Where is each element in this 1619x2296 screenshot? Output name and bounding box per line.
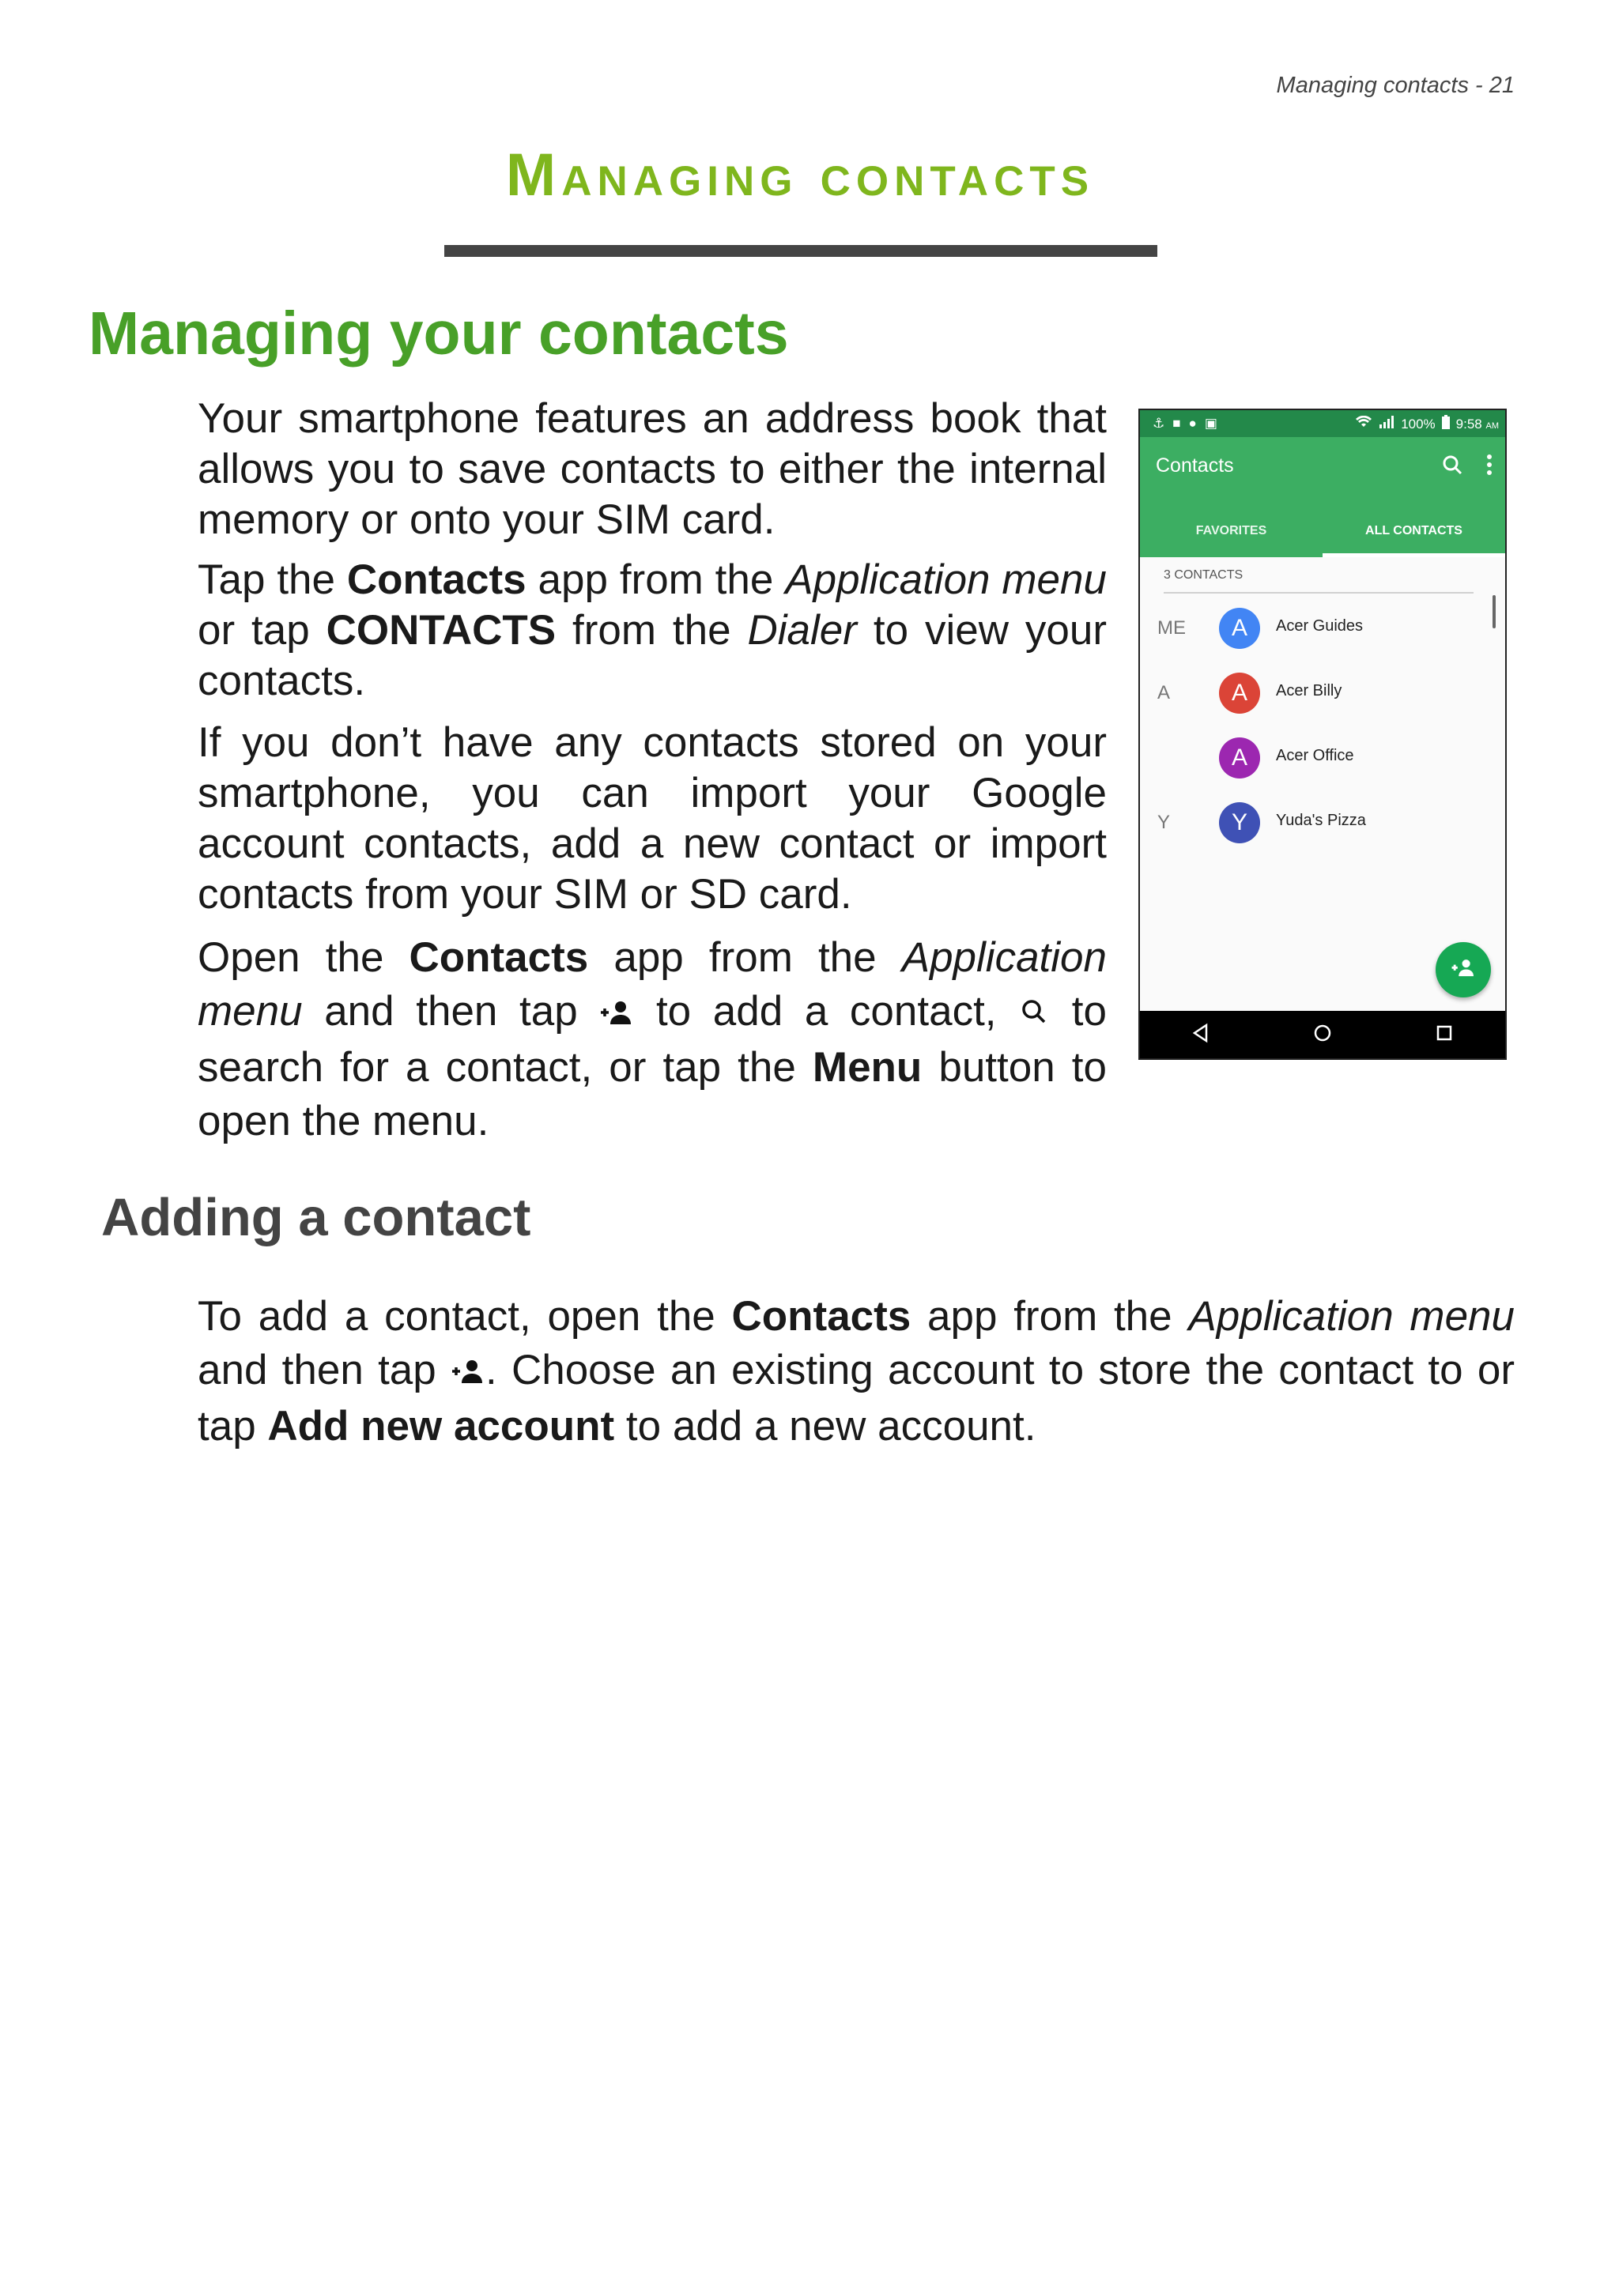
avatar: A — [1219, 608, 1260, 649]
chapter-title: Managing contacts — [505, 141, 1095, 209]
navigation-bar — [1140, 1011, 1505, 1058]
list-item[interactable] — [1140, 660, 1505, 725]
contacts-count: 3 CONTACTS — [1164, 559, 1474, 594]
contacts-app-screenshot — [1138, 409, 1507, 1060]
adding-contact-paragraph: To add a contact, open the Contacts app from the Application menu and then tap . Choose an existing account to store the contact to or tap Add new account to add a new account. — [198, 1293, 1515, 1450]
recents-icon[interactable] — [1434, 1023, 1455, 1047]
back-icon[interactable] — [1191, 1023, 1211, 1047]
wifi-icon — [1355, 416, 1372, 432]
section-title-adding: Adding a contact — [101, 1188, 531, 1247]
section-letter: A — [1157, 682, 1171, 703]
open-contacts-paragraph: Open the Contacts app from the Application menu and then tap to add a contact, to search for a contact, or tap the Menu button to open the menu. — [198, 934, 1107, 1144]
avatar: A — [1219, 737, 1260, 779]
list-item[interactable] — [1140, 790, 1505, 854]
section-letter: Y — [1157, 812, 1171, 833]
app-title: Contacts — [1156, 454, 1234, 477]
list-item[interactable] — [1140, 595, 1505, 660]
section-letter: ME — [1157, 617, 1186, 639]
clock: 9:58 AM — [1455, 416, 1499, 432]
download-icon: ▣ — [1204, 416, 1217, 431]
add-contact-icon — [451, 1346, 485, 1400]
contact-name: Acer Office — [1276, 747, 1354, 764]
search-icon — [1018, 987, 1050, 1041]
app-bar — [1140, 437, 1505, 505]
tab-favorites[interactable]: FAVORITES — [1195, 524, 1267, 537]
contact-name: Acer Billy — [1276, 682, 1342, 699]
battery-icon — [1442, 415, 1450, 433]
add-contact-icon — [1450, 958, 1477, 982]
usb-icon: ⚓ — [1153, 416, 1165, 431]
tab-all-contacts[interactable]: ALL CONTACTS — [1323, 505, 1505, 557]
section-title-managing: Managing your contacts — [89, 300, 789, 368]
search-icon[interactable] — [1440, 453, 1464, 481]
title-rule — [444, 245, 1157, 257]
signal-icon — [1379, 416, 1394, 432]
more-vert-icon[interactable] — [1486, 453, 1493, 481]
avatar: A — [1219, 673, 1260, 714]
add-contact-button[interactable] — [1436, 942, 1491, 997]
contact-name: Acer Guides — [1276, 617, 1364, 635]
avatar: Y — [1219, 802, 1260, 843]
add-contact-icon — [599, 987, 634, 1041]
tap-contacts-paragraph: Tap the Contacts app from the Application menu or tap CONTACTS from the Dialer to view your contacts. — [198, 556, 1107, 704]
list-item[interactable] — [1140, 725, 1505, 790]
notification-icon: ● — [1188, 416, 1197, 431]
sim-icon: ■ — [1172, 416, 1181, 431]
home-icon[interactable] — [1312, 1023, 1333, 1047]
import-paragraph: If you don’t have any contacts stored on your smartphone, you can import your Google account contacts, add a new contact or import contacts from your SIM or SD card. — [198, 719, 1107, 918]
tab-bar — [1140, 505, 1505, 557]
contact-name: Yuda's Pizza — [1276, 812, 1366, 829]
page-header: Managing contacts - 21 — [1276, 73, 1515, 98]
intro-paragraph: Your smartphone features an address book that allows you to save contacts to either the internal memory or onto your SIM card. — [198, 395, 1107, 543]
status-bar — [1140, 410, 1505, 437]
battery-level: 100% — [1401, 416, 1436, 432]
